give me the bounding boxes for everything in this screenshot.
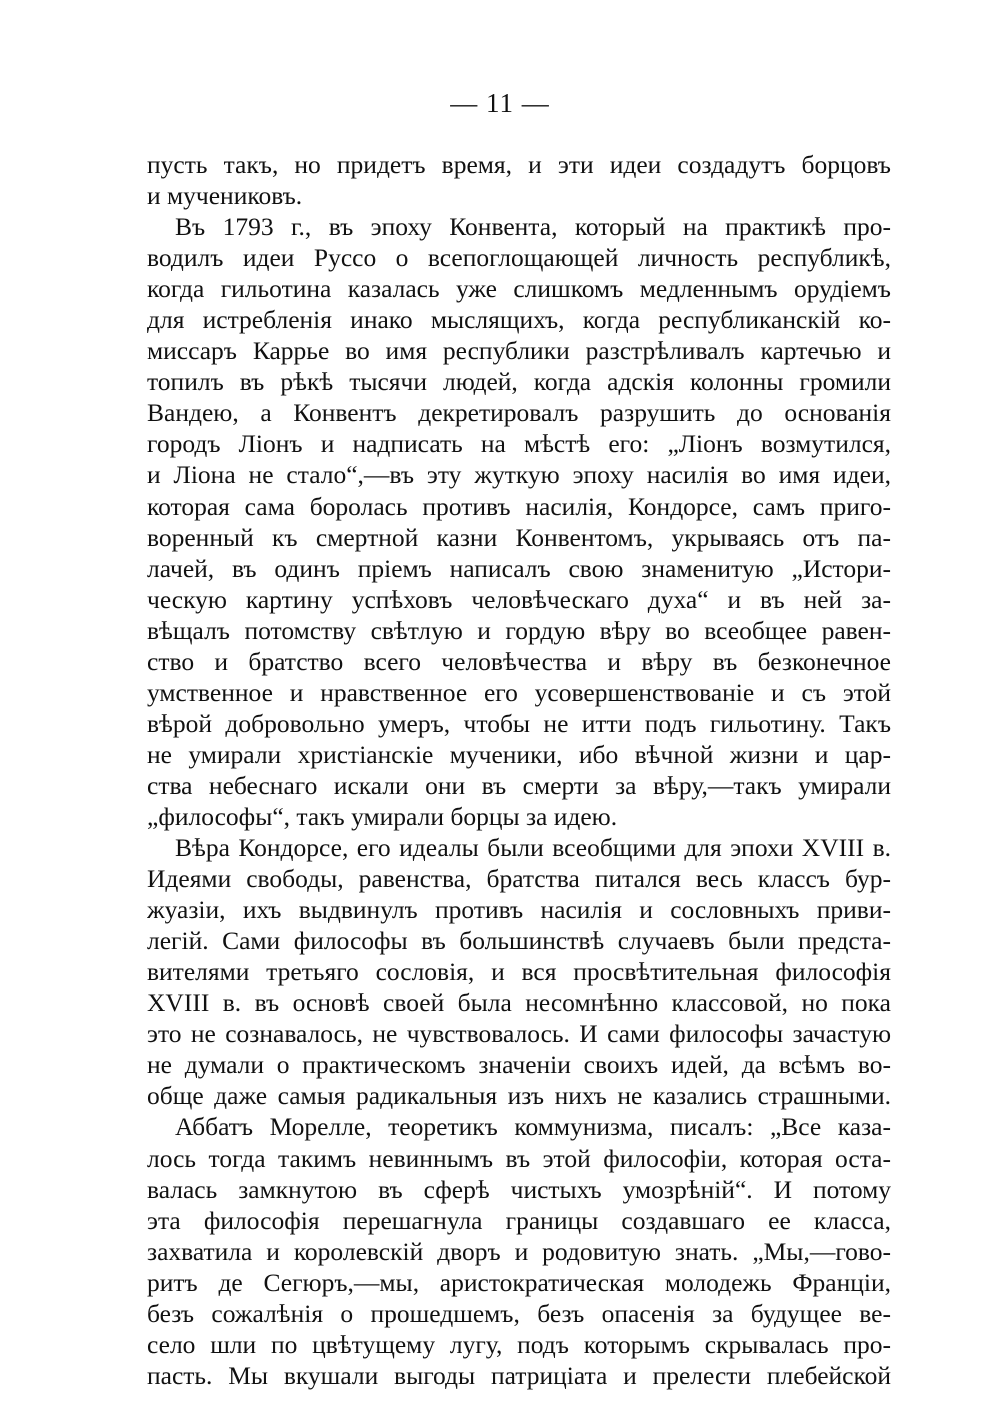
text-line: захватила и королевскій дворъ и родовитую знать. „Мы,—гово- xyxy=(147,1236,891,1266)
text-line: и Ліона не стало“,—въ эту жуткую эпоху насилія во имя идеи, xyxy=(147,460,891,490)
text-line: не умирали христіанскіе мученики, ибо вѣчной жизни и цар- xyxy=(147,739,891,769)
text-line: ритъ де Сегюръ,—мы, аристократическая молодежь Франціи, xyxy=(147,1267,891,1297)
page-number: — 11 — xyxy=(450,88,550,118)
text-line: обще даже самыя радикальныя изъ нихъ не казались страшными. xyxy=(147,1081,891,1111)
text-line: для истребленія инако мыслящихъ, когда республиканскій ко- xyxy=(147,305,891,335)
text-line: безъ сожалѣнія о прошедшемъ, безъ опасенія за будущее ве- xyxy=(147,1298,891,1328)
text-line: вѣрой добровольно умеръ, чтобы не итти подъ гильотину. Такъ xyxy=(147,708,891,738)
text-line: село шли по цвѣтущему лугу, подъ которымъ скрывалась про- xyxy=(147,1329,891,1359)
text-line: вителями третьяго сословія, и вся просвѣтительная философія xyxy=(147,957,891,987)
text-line: жуазіи, ихъ выдвинулъ противъ насилія и сословныхъ приви- xyxy=(147,895,891,925)
text-line: городъ Ліонъ и надписать на мѣстѣ его: „Ліонъ возмутился, xyxy=(147,429,891,459)
text-line: Идеями свободы, равенства, братства питался весь классъ бур- xyxy=(147,864,891,894)
text-line: Вандею, а Конвентъ декретировалъ разрушить до основанія xyxy=(147,398,891,428)
text-line: Аббатъ Морелле, теоретикъ коммунизма, писалъ: „Все каза- xyxy=(175,1112,891,1142)
text-line: лачей, въ одинъ пріемъ написалъ свою знаменитую „Истори- xyxy=(147,553,891,583)
text-line: умственное и нравственное его усовершенствованіе и съ этой xyxy=(147,677,891,707)
text-line: легій. Сами философы въ большинствѣ случаевъ были предста- xyxy=(147,926,891,956)
text-line: лось тогда такимъ невиннымъ въ этой философіи, которая оста- xyxy=(147,1143,891,1173)
text-line: воренный къ смертной казни Конвентомъ, укрываясь отъ па- xyxy=(147,522,891,552)
text-line: эта философія перешагнула границы создавшаго ее класса, xyxy=(147,1205,891,1235)
text-line: миссаръ Каррье во имя республики разстрѣливалъ картечью и xyxy=(147,336,891,366)
text-line: ство и братство всего человѣчества и вѣру въ безконечное xyxy=(147,646,891,676)
text-line: когда гильотина казалась уже слишкомъ медленнымъ орудіемъ xyxy=(147,274,891,304)
text-line: которая сама боролась противъ насилія, Кондорсе, самъ приго- xyxy=(147,491,891,521)
text-line: валась замкнутою въ сферѣ чистыхъ умозрѣній“. И потому xyxy=(147,1174,891,1204)
body-text xyxy=(147,149,891,1391)
text-line: ческую картину успѣховъ человѣческаго духа“ и въ ней за- xyxy=(147,584,891,614)
text-line: вѣщалъ потомству свѣтлую и гордую вѣру во всеобщее равен- xyxy=(147,615,891,645)
text-line: пасть. Мы вкушали выгоды патриціата и прелести плебейской xyxy=(147,1360,891,1390)
text-line: пусть такъ, но придетъ время, и эти идеи создадутъ борцовъ xyxy=(147,150,891,179)
text-line: ства небеснаго искали они въ смерти за вѣру,—такъ умирали xyxy=(147,770,891,800)
text-line: это не сознавалось, не чувствовалось. И сами философы зачастую xyxy=(147,1019,891,1049)
text-line: „философы“, такъ умирали борцы за идею. xyxy=(147,801,618,831)
text-line: не думали о практическомъ значеніи своихъ идей, да всѣмъ во- xyxy=(147,1050,891,1080)
text-line: и мучениковъ. xyxy=(147,181,303,211)
text-line: XVIII в. въ основѣ своей была несомнѣнно классовой, но пока xyxy=(147,988,891,1018)
text-line: Вѣра Кондорсе, его идеалы были всеобщими для эпохи XVIII в. xyxy=(175,833,891,863)
text-line: водилъ идеи Руссо о всепоглощающей личность республикѣ, xyxy=(147,243,891,273)
text-line: Въ 1793 г., въ эпоху Конвента, который на практикѣ про- xyxy=(175,212,891,242)
text-line: топилъ въ рѣкѣ тысячи людей, когда адскія колонны громили xyxy=(147,367,891,397)
